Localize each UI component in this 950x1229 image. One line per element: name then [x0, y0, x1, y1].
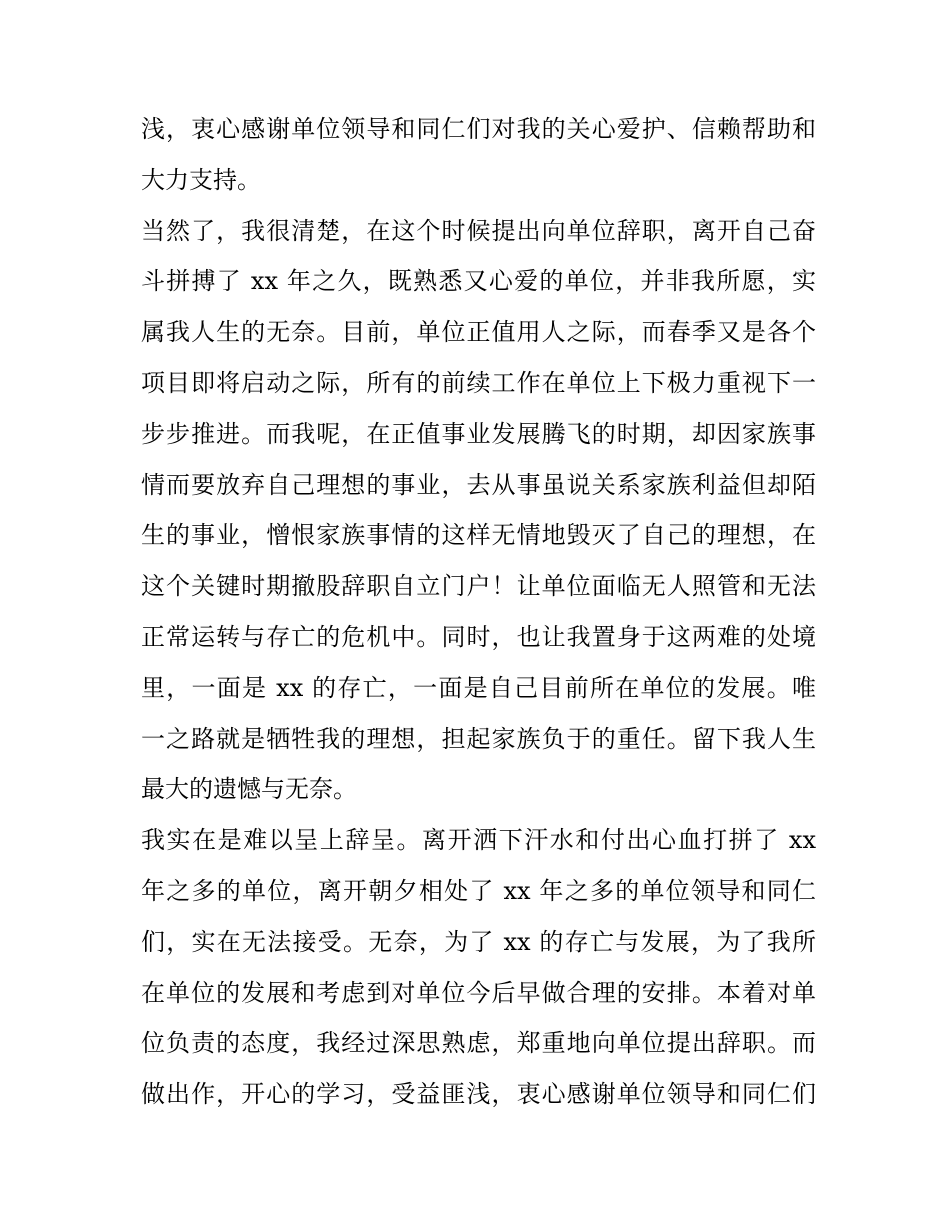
text-line: 一之路就是牺牲我的理想，担起家族负于的重任。留下我人生 — [141, 724, 816, 753]
text-line: 步步推进。而我呢，在正值事业发展腾飞的时期，却因家族事 — [141, 419, 816, 448]
text-line: 我实在是难以呈上辞呈。离开洒下汗水和付出心血打拼了 xx — [141, 826, 816, 855]
text-line: 情而要放弃自己理想的事业，去从事虽说关系家族利益但却陌 — [141, 470, 816, 499]
text-line: 最大的遗憾与无奈。 — [141, 775, 357, 804]
text-line: 们，实在无法接受。无奈，为了 xx 的存亡与发展，为了我所 — [141, 927, 816, 956]
text-line: 年之多的单位，离开朝夕相处了 xx 年之多的单位领导和同仁 — [141, 876, 816, 905]
body-text — [141, 104, 816, 1120]
text-line: 位负责的态度，我经过深思熟虑，郑重地向单位提出辞职。而 — [141, 1029, 816, 1058]
text-line: 斗拼搏了 xx 年之久，既熟悉又心爱的单位，并非我所愿，实 — [141, 267, 816, 296]
text-line: 属我人生的无奈。目前，单位正值用人之际，而春季又是各个 — [141, 318, 816, 347]
text-line: 正常运转与存亡的危机中。同时，也让我置身于这两难的处境 — [141, 622, 816, 651]
text-line: 里，一面是 xx 的存亡，一面是自己目前所在单位的发展。唯 — [141, 673, 816, 702]
text-line: 当然了，我很清楚，在这个时候提出向单位辞职，离开自己奋 — [141, 216, 816, 245]
text-line: 大力支持。 — [141, 165, 261, 194]
text-line: 这个关键时期撤股辞职自立门户！让单位面临无人照管和无法 — [141, 572, 816, 601]
text-line: 浅，衷心感谢单位领导和同仁们对我的关心爱护、信赖帮助和 — [141, 115, 816, 143]
text-line: 生的事业，憎恨家族事情的这样无情地毁灭了自己的理想，在 — [141, 521, 816, 550]
text-line: 项目即将启动之际，所有的前续工作在单位上下极力重视下一 — [141, 368, 816, 397]
text-line: 在单位的发展和考虑到对单位今后早做合理的安排。本着对单 — [141, 978, 816, 1007]
text-line: 做出作，开心的学习，受益匪浅，衷心感谢单位领导和同仁们 — [141, 1080, 816, 1109]
